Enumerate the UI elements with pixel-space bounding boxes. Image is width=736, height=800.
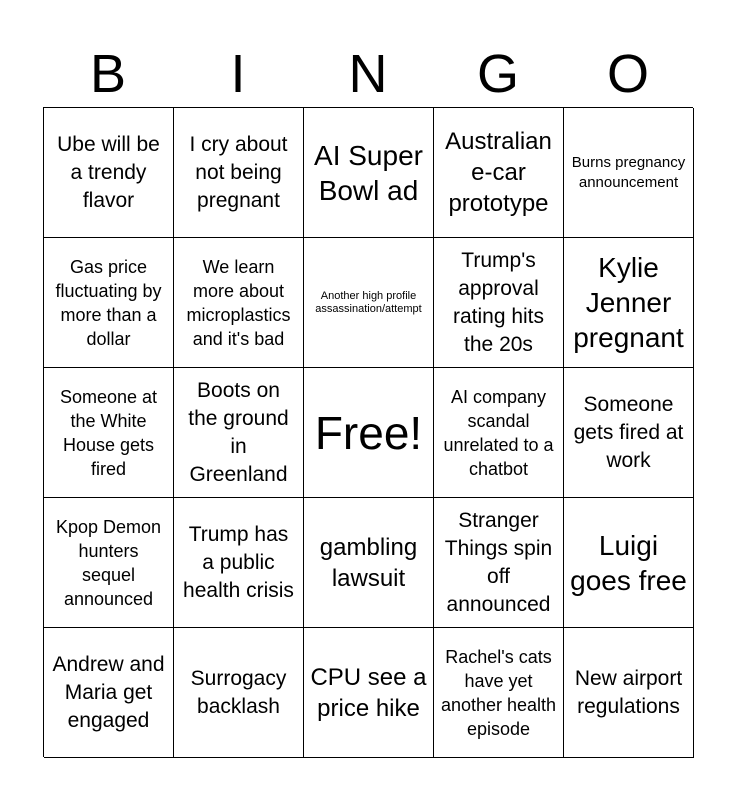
- cell-text: Gas price fluctuating by more than a dollar: [55, 256, 162, 349]
- bingo-cell-r1c1[interactable]: [44, 108, 174, 238]
- bingo-cell-r1c4[interactable]: [434, 108, 564, 238]
- bingo-cell-free[interactable]: [304, 368, 434, 498]
- bingo-cell-r4c5[interactable]: [564, 498, 694, 628]
- bingo-cell-r1c2[interactable]: [174, 108, 304, 238]
- cell-text: Rachel's cats have yet another health episode: [440, 646, 557, 739]
- cell-text: Stranger Things spin off announced: [444, 508, 553, 616]
- cell-text: Ube will be a trendy flavor: [57, 132, 160, 212]
- cell-text: Kylie Jenner pregnant: [573, 252, 684, 353]
- cell-text: CPU see a price hike: [310, 663, 427, 722]
- header-letter-i: I: [230, 44, 246, 104]
- bingo-cell-r1c5[interactable]: [564, 108, 694, 238]
- bingo-cell-r5c1[interactable]: [44, 628, 174, 758]
- cell-text: Burns pregnancy announcement: [571, 153, 686, 191]
- bingo-cell-r2c3[interactable]: [304, 238, 434, 368]
- header-letter-g: G: [476, 44, 519, 104]
- bingo-cell-r1c3[interactable]: [304, 108, 434, 238]
- bingo-cell-r5c5[interactable]: [564, 628, 694, 758]
- bingo-cell-r3c2[interactable]: [174, 368, 304, 498]
- bingo-cell-r5c4[interactable]: [434, 628, 564, 758]
- cell-text: Boots on the ground in Greenland: [188, 378, 289, 486]
- cell-text: Trump has a public health crisis: [183, 522, 294, 602]
- header-letter-b: B: [89, 44, 127, 104]
- cell-text: Someone at the White House gets fired: [59, 386, 158, 479]
- cell-text: gambling lawsuit: [319, 533, 418, 592]
- bingo-board: [43, 107, 693, 757]
- cell-text: Andrew and Maria get engaged: [52, 652, 165, 732]
- cell-text: Trump's approval rating hits the 20s: [452, 248, 545, 356]
- cell-text: Luigi goes free: [570, 529, 687, 596]
- bingo-cell-r4c1[interactable]: [44, 498, 174, 628]
- bingo-cell-r3c1[interactable]: [44, 368, 174, 498]
- cell-text: Someone gets fired at work: [573, 392, 684, 472]
- bingo-cell-r2c2[interactable]: [174, 238, 304, 368]
- free-space-text: Free!: [314, 406, 423, 459]
- header-letter-o: O: [606, 44, 649, 104]
- cell-text: Another high profile assassination/attempt: [315, 289, 422, 315]
- bingo-cell-r5c3[interactable]: [304, 628, 434, 758]
- bingo-cell-r2c5[interactable]: [564, 238, 694, 368]
- cell-text: Kpop Demon hunters sequel announced: [55, 516, 162, 609]
- bingo-cell-r4c2[interactable]: [174, 498, 304, 628]
- bingo-cell-r5c2[interactable]: [174, 628, 304, 758]
- cell-text: We learn more about microplastics and it's bad: [186, 256, 291, 349]
- bingo-cell-r4c4[interactable]: [434, 498, 564, 628]
- cell-text: AI company scandal unrelated to a chatbot: [443, 386, 554, 479]
- cell-text: New airport regulations: [574, 666, 683, 718]
- bingo-cell-r3c4[interactable]: [434, 368, 564, 498]
- cell-text: Australian e-car prototype: [445, 128, 552, 217]
- bingo-cell-r2c1[interactable]: [44, 238, 174, 368]
- bingo-cell-r2c4[interactable]: [434, 238, 564, 368]
- cell-text: AI Super Bowl ad: [314, 139, 423, 206]
- header-letter-n: N: [348, 44, 388, 104]
- bingo-cell-r4c3[interactable]: [304, 498, 434, 628]
- bingo-header: [43, 40, 693, 108]
- cell-text: Surrogacy backlash: [190, 666, 287, 718]
- cell-text: I cry about not being pregnant: [189, 132, 288, 212]
- bingo-cell-r3c5[interactable]: [564, 368, 694, 498]
